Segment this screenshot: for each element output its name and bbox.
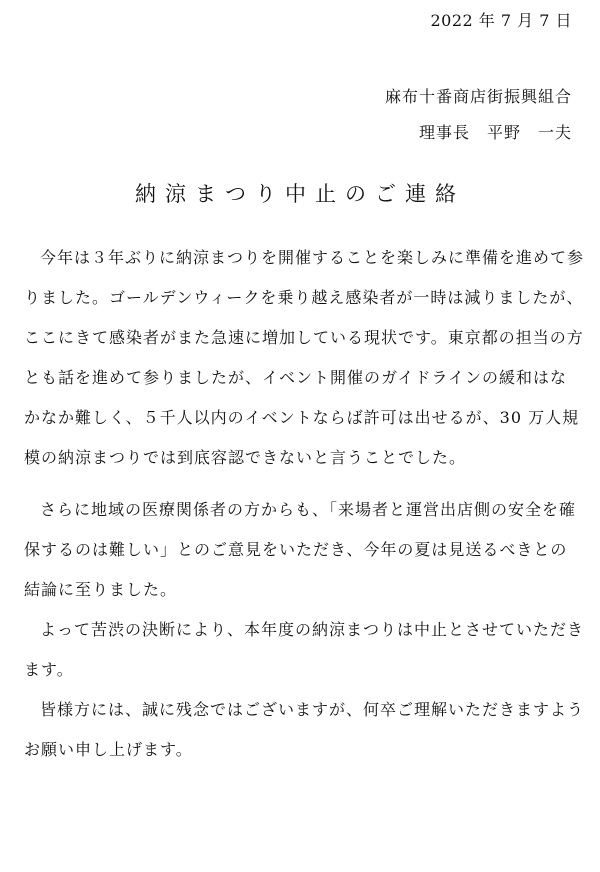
paragraph-4: 皆様方には、誠に残念ではございますが、何卒ご理解いただきますようお願い申し上げます。 [24, 700, 585, 759]
paragraph-2: さらに地域の医療関係者の方からも、「来場者と運営出店側の安全を確保するのは難しい」とのご意見をいただき、今年の夏は見送るべきとの結論に至りました。 [24, 500, 577, 599]
organization-name: 麻布十番商店街振興組合 [384, 87, 572, 106]
paragraph-1: 今年は３年ぶりに納涼まつりを開催することを楽しみに準備を進めて参りました。ゴールデンウィークを乗り越え感染者が一時は減りましたが、ここにきて感染者がまた急速に増加している現状です。東京都の担当の方とも話を進めて参りましたが、イベント開催のガイドラインの緩和はなかなか難しく、５千人以内のイベントならば許可は出せるが、30 万人規模の納涼まつりでは到底容認できないと言うことでした。 [24, 248, 585, 467]
document-date: 2022 年 7 月 7 日 [430, 11, 572, 30]
signer-name: 理事長 平野 一夫 [418, 123, 572, 142]
document-body [24, 238, 584, 770]
paragraph-3: よって苦渋の決断により、本年度の納涼まつりは中止とさせていただきます。 [24, 620, 585, 679]
document-title: 納涼まつり中止のご連絡 [135, 182, 465, 206]
